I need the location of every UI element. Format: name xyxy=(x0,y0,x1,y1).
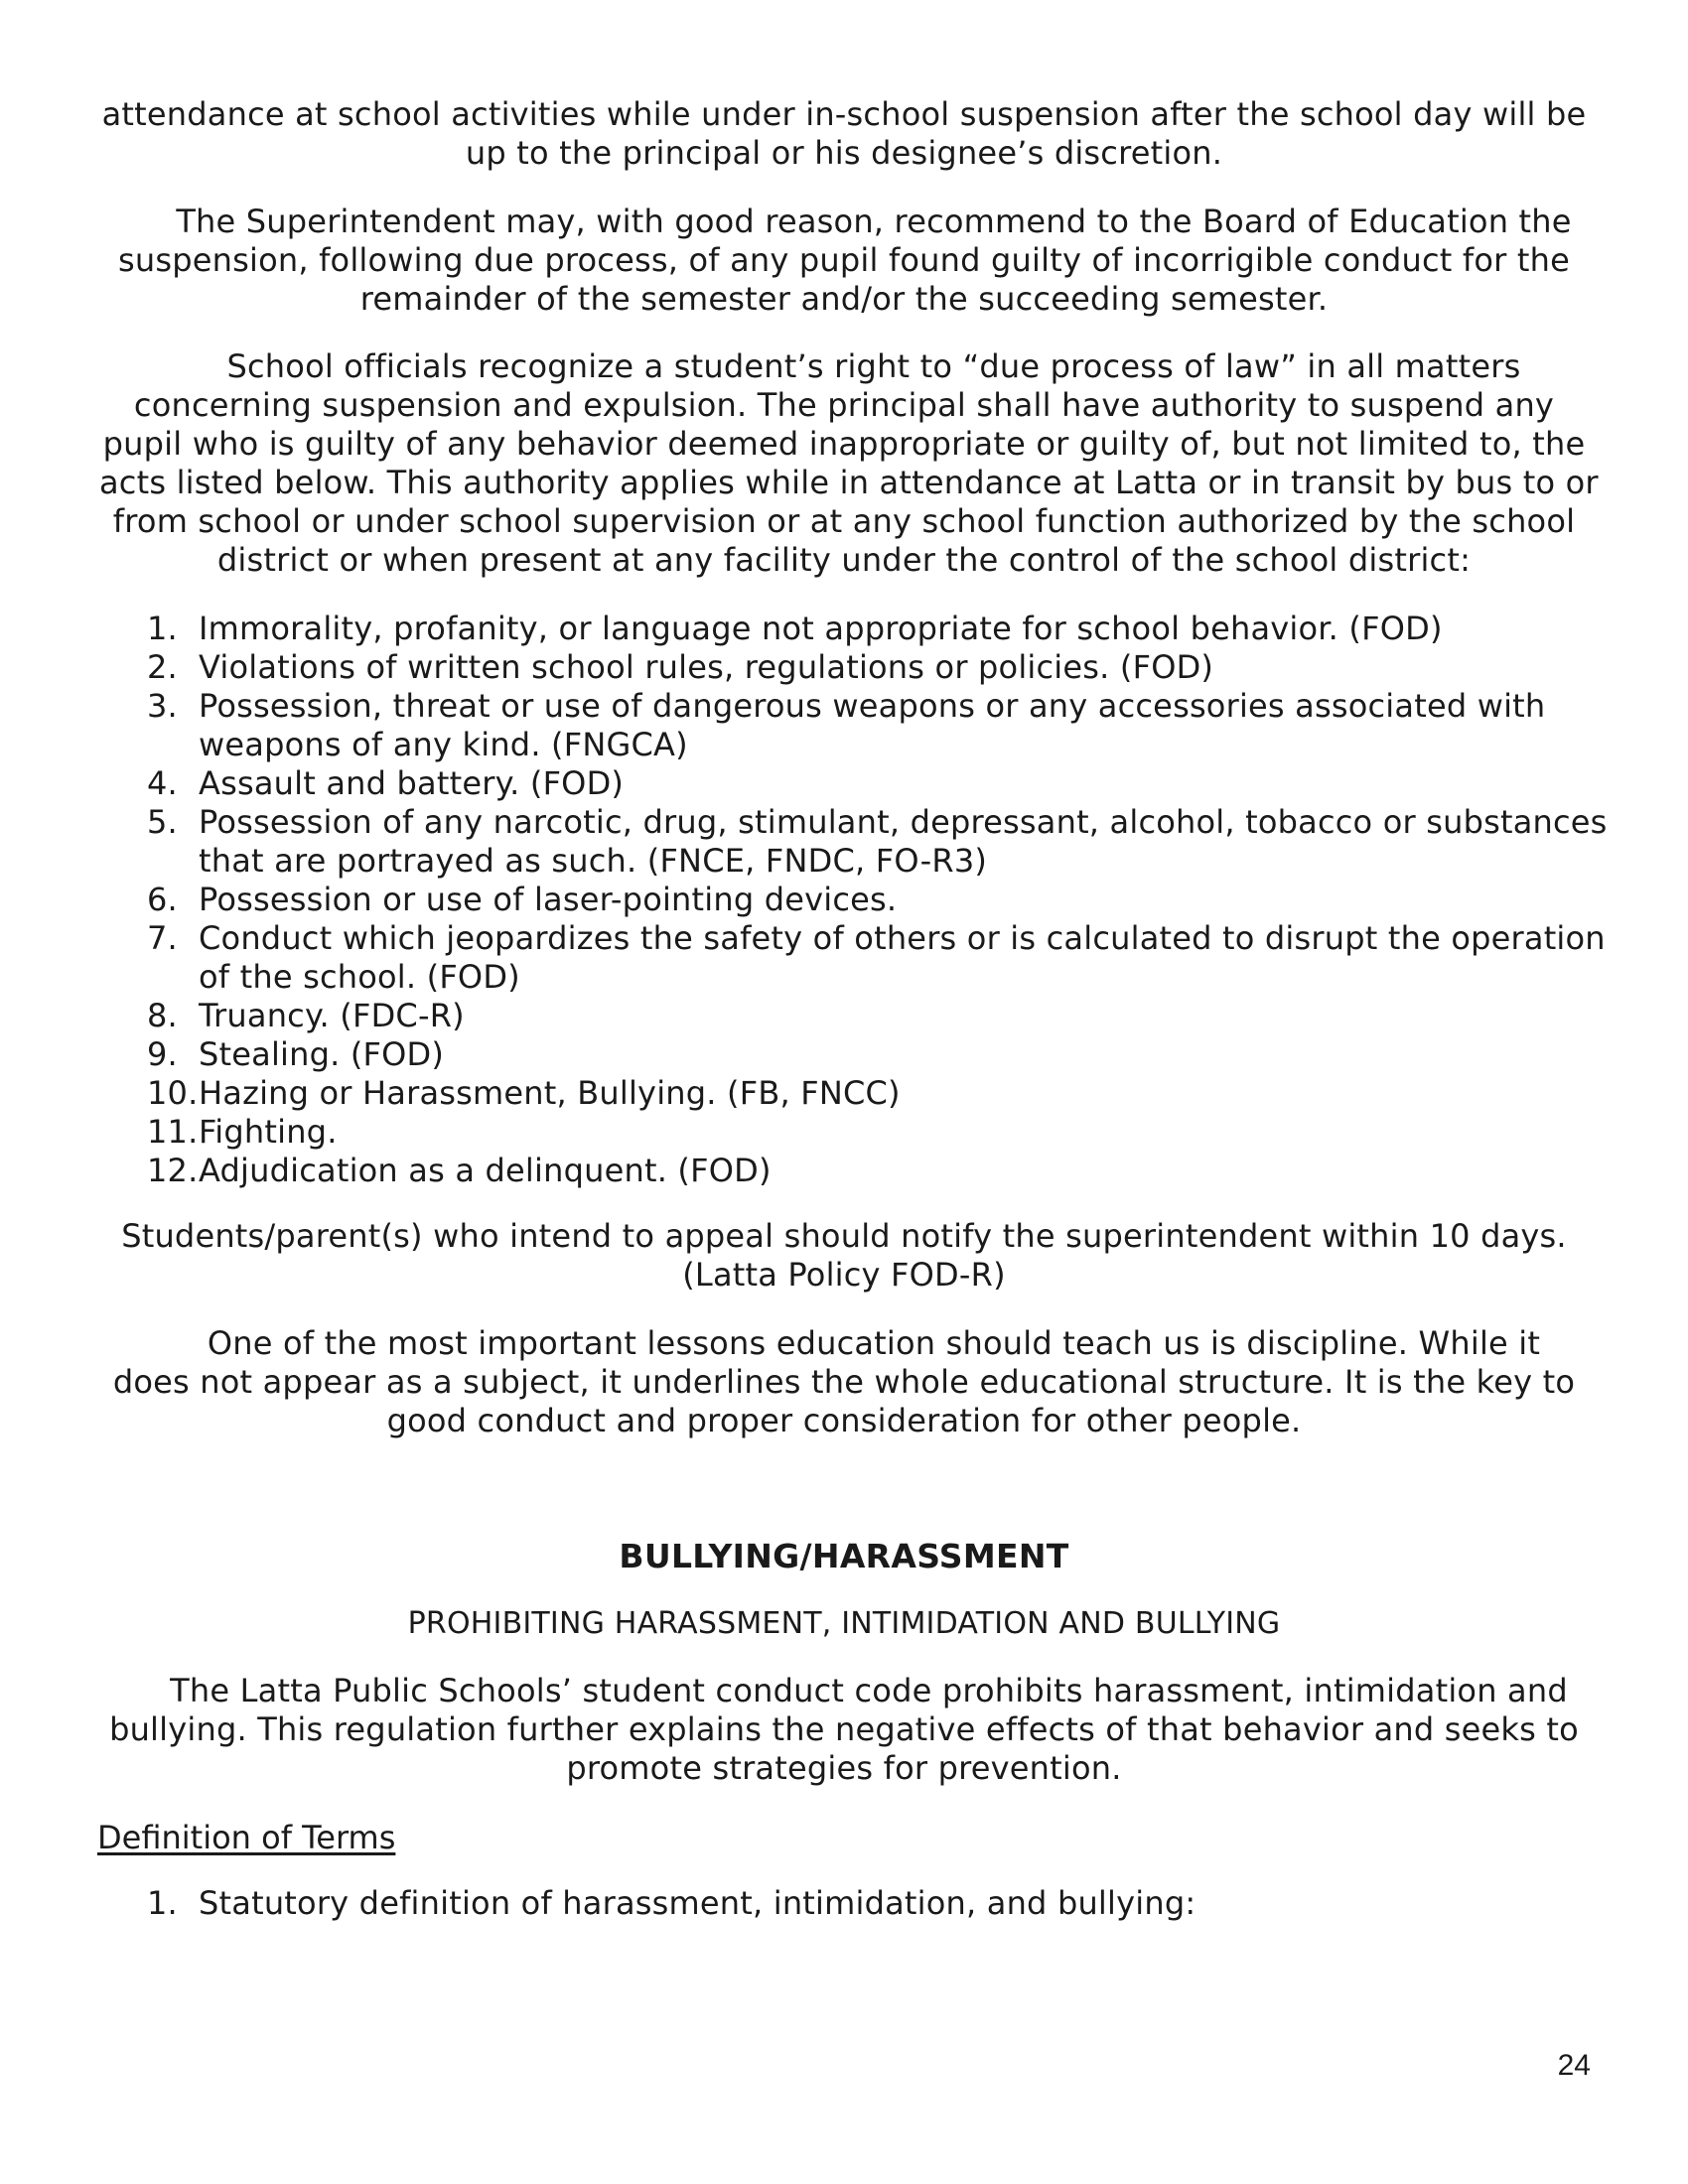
list-item-number: 4. xyxy=(147,764,178,802)
list-item xyxy=(139,997,1589,1035)
list-item-text: Possession, threat or use of dangerous weapons or any accessories associated with xyxy=(199,687,1546,725)
text-line: The Superintendent may, with good reason, recommend to the Board of Education the xyxy=(176,203,1572,240)
list-item-text: Violations of written school rules, regulations or policies. (FOD) xyxy=(199,648,1214,686)
list-item-text: Assault and battery. (FOD) xyxy=(199,764,625,802)
text-line: from school or under school supervision or at any school function authorized by the school xyxy=(112,502,1576,540)
list-item xyxy=(139,1074,1589,1113)
list-item-number: 1. xyxy=(147,1884,178,1922)
list-item-number: 12. xyxy=(147,1152,199,1189)
section-subheading: PROHIBITING HARASSMENT, INTIMIDATION AND BULLYING xyxy=(407,1606,1281,1641)
text-line: acts listed below. This authority applies while in attendance at Latta or in transit by bus to or xyxy=(99,464,1599,501)
list-item-number: 1. xyxy=(147,610,178,647)
text-line: attendance at school activities while under in-school suspension after the school day will be xyxy=(101,95,1587,133)
list-item-number: 3. xyxy=(147,687,178,725)
text-line: School officials recognize a student’s right to “due process of law” in all matters xyxy=(226,347,1521,385)
text-line: promote strategies for prevention. xyxy=(566,1749,1122,1787)
text-line: good conduct and proper consideration for other people. xyxy=(386,1402,1302,1439)
text-line: district or when present at any facility under the control of the school district: xyxy=(216,541,1472,579)
list-item xyxy=(139,1035,1589,1074)
definitions-title: Definition of Terms xyxy=(97,1819,396,1856)
offenses-list xyxy=(139,610,1608,1190)
text-line: bullying. This regulation further explains the negative effects of that behavior and seeks to xyxy=(109,1710,1579,1748)
list-item-number: 8. xyxy=(147,997,178,1034)
list-item xyxy=(139,1113,1589,1152)
text-line: (Latta Policy FOD-R) xyxy=(682,1256,1006,1294)
list-item-text: Conduct which jeopardizes the safety of others or is calculated to disrupt the operation xyxy=(199,919,1606,957)
text-line: One of the most important lessons education should teach us is discipline. While it xyxy=(207,1324,1541,1362)
list-item-text: Immorality, profanity, or language not appropriate for school behavior. (FOD) xyxy=(199,610,1443,647)
list-item-text: Stealing. (FOD) xyxy=(199,1035,445,1073)
list-item-number: 9. xyxy=(147,1035,178,1073)
list-item-number: 7. xyxy=(147,919,178,957)
paragraph-due-process xyxy=(99,347,1599,580)
paragraph-discipline xyxy=(99,1324,1589,1440)
text-line: suspension, following due process, of any pupil found guilty of incorrigible conduct for the xyxy=(118,241,1570,279)
list-item xyxy=(139,1152,1589,1190)
text-line: The Latta Public Schools’ student conduct code prohibits harassment, intimidation and xyxy=(170,1672,1568,1709)
text-line: up to the principal or his designee’s discretion. xyxy=(465,134,1223,172)
text-line: remainder of the semester and/or the succeeding semester. xyxy=(359,280,1329,318)
list-item-text: Statutory definition of harassment, intimidation, and bullying: xyxy=(199,1884,1196,1922)
list-item-text: weapons of any kind. (FNGCA) xyxy=(199,726,688,763)
list-item-text: Fighting. xyxy=(199,1113,338,1151)
paragraph-appeal xyxy=(99,1217,1589,1295)
text-line: pupil who is guilty of any behavior deemed inappropriate or guilty of, but not limited to, the xyxy=(102,425,1586,463)
text-line: Students/parent(s) who intend to appeal should notify the superintendent within 10 days. xyxy=(121,1217,1567,1255)
paragraph-in-school-suspension xyxy=(99,95,1589,173)
list-item-number: 10. xyxy=(147,1074,199,1112)
list-item xyxy=(139,919,1606,997)
list-item xyxy=(139,881,1589,919)
list-item xyxy=(139,1884,1589,1923)
list-item xyxy=(139,687,1589,764)
list-item-text: Adjudication as a delinquent. (FOD) xyxy=(199,1152,772,1189)
text-line: concerning suspension and expulsion. The principal shall have authority to suspend any xyxy=(133,386,1555,424)
list-item xyxy=(139,648,1589,687)
paragraph-superintendent xyxy=(99,203,1589,319)
list-item-text: of the school. (FOD) xyxy=(199,958,520,996)
list-item-text: Possession of any narcotic, drug, stimulant, depressant, alcohol, tobacco or substances xyxy=(199,803,1608,841)
paragraph-conduct-code xyxy=(99,1672,1589,1788)
list-item xyxy=(139,764,1589,803)
list-item-number: 5. xyxy=(147,803,178,841)
list-item-number: 11. xyxy=(147,1113,199,1151)
list-item-number: 6. xyxy=(147,881,178,918)
list-item-text: Possession or use of laser-pointing devices. xyxy=(199,881,898,918)
list-item-text: Truancy. (FDC-R) xyxy=(199,997,465,1034)
page-number: 24 xyxy=(1557,2049,1591,2082)
section-heading: BULLYING/HARASSMENT xyxy=(619,1537,1069,1575)
list-item-text: Hazing or Harassment, Bullying. (FB, FNCC) xyxy=(199,1074,901,1112)
list-item xyxy=(139,803,1608,881)
list-item-number: 2. xyxy=(147,648,178,686)
text-line: does not appear as a subject, it underlines the whole educational structure. It is the key to xyxy=(112,1363,1576,1401)
list-item-text: that are portrayed as such. (FNCE, FNDC, FO-R3) xyxy=(199,842,988,880)
definitions-list xyxy=(139,1884,1589,1923)
list-item xyxy=(139,610,1589,648)
